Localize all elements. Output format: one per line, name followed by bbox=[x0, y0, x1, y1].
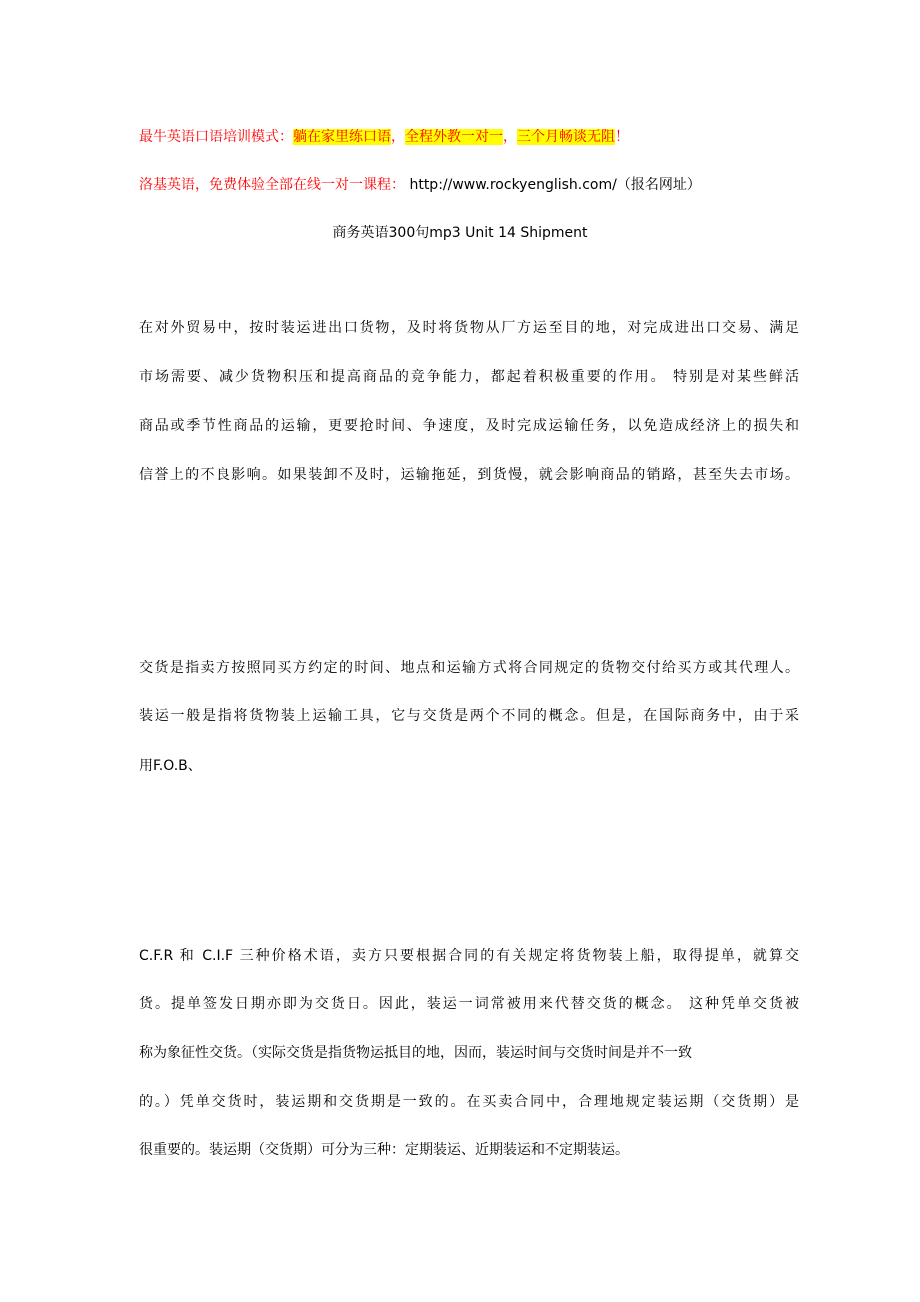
paragraph-3-line-2: 货。提单签发日期亦即为交货日。因此，装运一词常被用来代替交货的概念。 这种凭单交货被 bbox=[139, 996, 799, 1012]
highlight-practice-at-home: 躺在家里练口语 bbox=[293, 129, 391, 145]
page-title: 商务英语300句mp3 Unit 14 Shipment bbox=[332, 225, 588, 241]
promo-line-2 bbox=[139, 175, 799, 195]
paragraph-2-line-2: 装运一般是指将货物装上运输工具，它与交货是两个不同的概念。但是，在国际商务中，由于采 bbox=[139, 708, 799, 724]
paragraph-3-line-4: 的。）凭单交货时，装运期和交货期是一致的。在买卖合同中，合理地规定装运期（交货期）是 bbox=[139, 1094, 799, 1110]
signup-note: （报名网址） bbox=[616, 177, 701, 193]
promo-suffix: ！ bbox=[615, 129, 629, 145]
promo-separator: ， bbox=[503, 129, 517, 145]
highlight-one-on-one: 全程外教一对一 bbox=[405, 129, 503, 145]
signup-url[interactable]: http://www.rockyenglish.com/ bbox=[409, 177, 617, 193]
promo-text: 洛基英语，免费体验全部在线一对一课程： bbox=[139, 177, 405, 193]
promo-separator: ， bbox=[391, 129, 405, 145]
paragraph-2-line-3: 用F.O.B、 bbox=[139, 758, 202, 774]
paragraph-3-line-3: 称为象征性交货。（实际交货是指货物运抵目的地，因而，装运时间与交货时间是并不一致 bbox=[139, 1045, 692, 1061]
promo-line-1 bbox=[139, 127, 799, 147]
promo-prefix: 最牛英语口语培训模式： bbox=[139, 129, 293, 145]
paragraph-1-line-2: 市场需要、减少货物积压和提高商品的竞争能力，都起着积极重要的作用。 特别是对某些鲜活 bbox=[139, 369, 799, 385]
paragraph-1-line-3: 商品或季节性商品的运输，更要抢时间、争速度，及时完成运输任务，以免造成经济上的损失和 bbox=[139, 418, 799, 434]
paragraph-1-line-1: 在对外贸易中，按时装运进出口货物，及时将货物从厂方运至目的地，对完成进出口交易、满足 bbox=[139, 320, 799, 336]
highlight-three-months: 三个月畅谈无阻 bbox=[517, 129, 615, 145]
paragraph-1-line-4: 信誉上的不良影响。如果装卸不及时，运输拖延，到货慢，就会影响商品的销路，甚至失去市场。 bbox=[139, 467, 799, 483]
paragraph-3-line-5: 很重要的。装运期（交货期）可分为三种：定期装运、近期装运和不定期装运。 bbox=[139, 1142, 629, 1158]
paragraph-2-line-1: 交货是指卖方按照同买方约定的时间、地点和运输方式将合同规定的货物交付给买方或其代理人。 bbox=[139, 660, 799, 676]
paragraph-3-line-1: C.F.R 和 C.I.F 三种价格术语，卖方只要根据合同的有关规定将货物装上船，取得提单，就算交 bbox=[139, 948, 799, 964]
